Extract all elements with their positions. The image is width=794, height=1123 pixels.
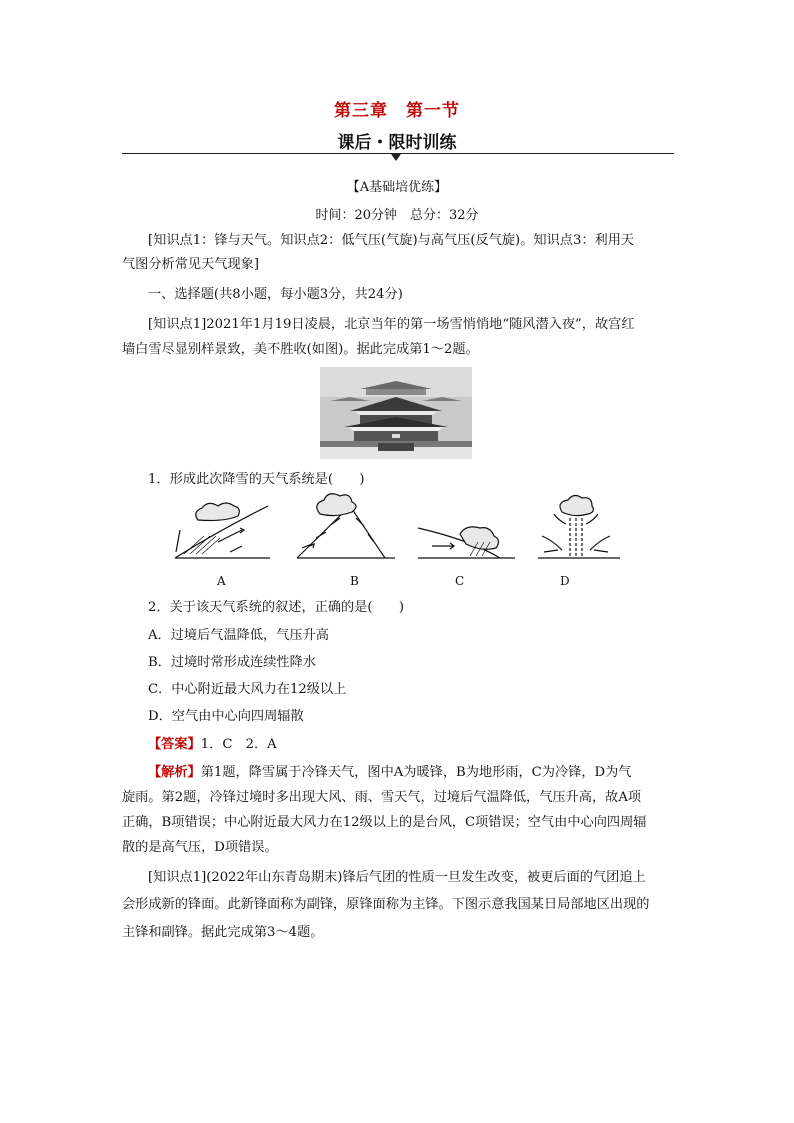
intro2-line3: 主锋和副锋。据此完成第3～4题。 <box>122 925 324 940</box>
answer-text: 1．C 2．A <box>200 737 277 752</box>
q2-option-c: C．中心附近最大风力在12级以上 <box>148 682 347 697</box>
rule-triangle-icon <box>391 154 401 161</box>
intro1-line1: [知识点1]2021年1月19日凌晨，北京当年的第一场雪悄悄地“随风潜入夜”，故宫红 <box>148 317 635 332</box>
knowledge-points-line2: 气图分析常见天气现象] <box>122 257 260 272</box>
analysis-line1 <box>148 761 678 784</box>
diagram-label-d: D <box>560 574 570 588</box>
diagram-b-orographic <box>297 494 395 558</box>
weather-system-diagrams <box>170 490 630 585</box>
diagram-a-warm-front <box>175 503 270 558</box>
diagram-label-c: C <box>455 574 465 588</box>
answer-line <box>148 733 678 756</box>
page-subtitle: 课后・限时训练 <box>337 133 457 153</box>
analysis-tag: 【解析】 <box>148 765 201 780</box>
q2-stem: 2．关于该天气系统的叙述，正确的是( ) <box>148 600 405 615</box>
q2-option-a: A．过境后气温降低，气压升高 <box>148 628 329 643</box>
level-title: 【A基础培优练】 <box>346 180 448 195</box>
analysis-line4: 散的是高气压，D项错误。 <box>122 840 278 855</box>
diagram-label-b: B <box>350 574 359 588</box>
answer-tag: 【答案】 <box>148 737 201 752</box>
diagram-label-a: A <box>217 574 226 588</box>
intro2-line1: [知识点1](2022年山东青岛期末)锋后气团的性质一旦发生改变，被更后面的气团追上 <box>148 870 646 885</box>
diagram-d-cyclone <box>538 495 620 558</box>
knowledge-points-line1: [知识点1：锋与天气。知识点2：低气压(气旋)与高气压(反气旋)。知识点3：利用天 <box>148 233 635 248</box>
intro1-line2: 墙白雪尽显别样景致，美不胜收(如图)。据此完成第1～2题。 <box>122 342 479 357</box>
analysis-line3: 正确，B项错误；中心附近最大风力在12级以上的是台风，C项错误；空气由中心向四周辐 <box>122 815 647 830</box>
q2-option-b: B．过境时常形成连续性降水 <box>148 655 316 670</box>
intro2-line2: 会形成新的锋面。此新锋面称为副锋，原锋面称为主锋。下图示意我国某日局部地区出现的 <box>122 897 650 912</box>
diagram-c-cold-front <box>418 527 515 558</box>
analysis-text1: 第1题，降雪属于冷锋天气，图中A为暖锋，B为地形雨，C为冷锋，D为气 <box>200 765 632 780</box>
q2-option-d: D．空气由中心向四周辐散 <box>148 709 304 724</box>
chapter-title: 第三章 第一节 <box>334 101 460 121</box>
part-one-heading: 一、选择题(共8小题，每小题3分，共24分) <box>148 287 403 302</box>
time-info: 时间：20分钟 总分：32分 <box>315 208 479 223</box>
q1-stem: 1．形成此次降雪的天气系统是( ) <box>148 472 365 487</box>
forbidden-city-snow-photo <box>320 367 472 459</box>
analysis-line2: 旋雨。第2题，冷锋过境时多出现大风、雨、雪天气，过境后气温降低，气压升高，故A项 <box>122 790 642 805</box>
